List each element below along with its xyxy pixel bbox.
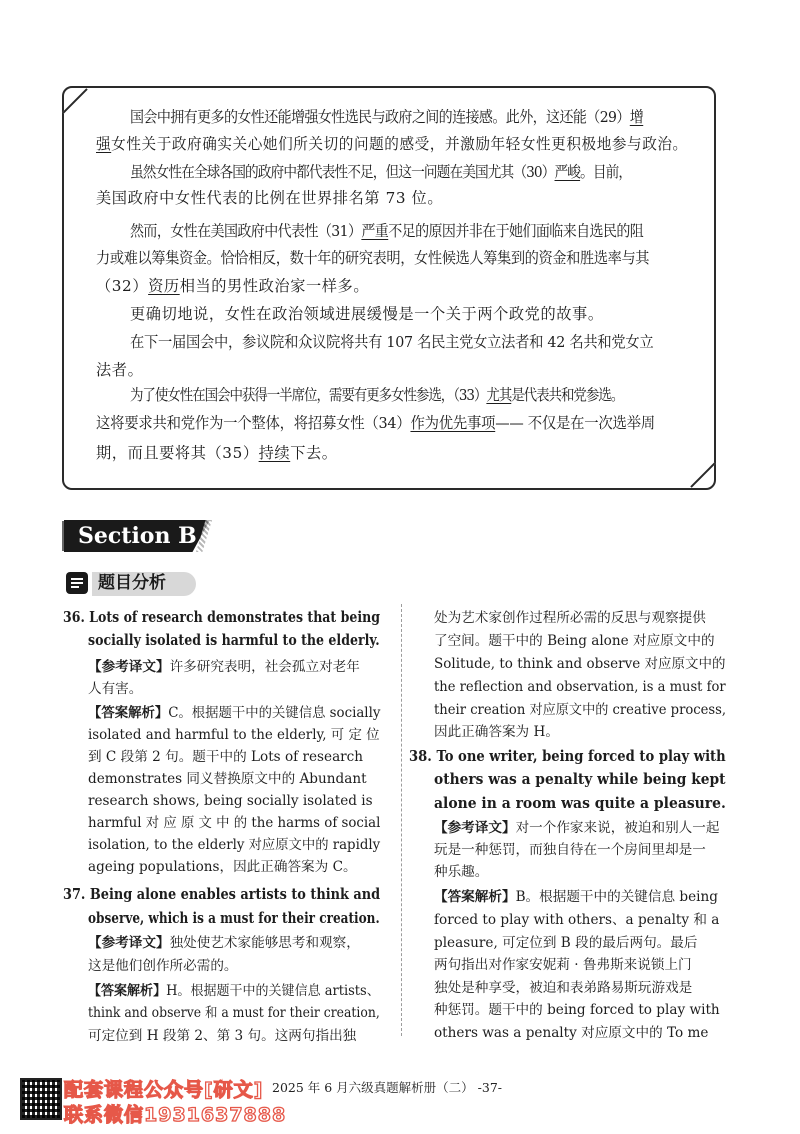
translation-segment: 更确切地说，女性在政治领域进展缓慢是一个关于两个政党的故事。 bbox=[130, 305, 604, 323]
translation-line bbox=[130, 107, 643, 127]
analysis-line: the reflection and observation, is a must for bbox=[434, 679, 726, 695]
box-corner-cut bbox=[62, 88, 87, 113]
answer-word: 持续 bbox=[258, 444, 291, 462]
answer-tag: 【参考译文】 bbox=[434, 820, 516, 836]
analysis-line: think and observe 和 a must for their creation, bbox=[88, 1005, 380, 1021]
analysis-line bbox=[88, 656, 360, 678]
analysis-line bbox=[88, 702, 380, 724]
translation-line bbox=[96, 360, 143, 380]
answer-text: 独处使艺术家能够思考和观察， bbox=[169, 935, 360, 951]
question-line: 37. Being alone enables artists to think and bbox=[63, 886, 381, 903]
analysis-line: Solitude, to think and observe 对应原文中的 bbox=[434, 656, 726, 672]
answer-tag: 【答案解析】 bbox=[434, 889, 516, 905]
answer-text: 许多研究表明，社会孤立对老年 bbox=[169, 659, 360, 675]
answer-text: 对一个作家来说，被迫和别人一起 bbox=[515, 820, 720, 836]
question-line: others was a penalty while being kept bbox=[434, 771, 726, 788]
translation-segment: 美国政府中女性代表的比例在世界排名第 73 位。 bbox=[96, 189, 444, 207]
translation-line bbox=[96, 248, 649, 268]
answer-word: 资历 bbox=[148, 277, 180, 295]
translation-segment: 在下一届国会中，参议院和众议院将共有 107 名民主党女立法者和 42 名共和党女立 bbox=[130, 333, 654, 351]
analysis-line: 独处是种享受，被迫和表弟路易斯玩游戏是 bbox=[434, 980, 693, 996]
answer-word: 尤其 bbox=[486, 386, 512, 404]
analysis-line: isolated and harmful to the elderly, 可 定 位 bbox=[88, 727, 380, 743]
watermark: 配套课程公众号[研文] bbox=[64, 1079, 264, 1101]
analysis-line: research shows, being socially isolated is bbox=[88, 793, 373, 809]
answer-word: 增 bbox=[629, 108, 644, 126]
translation-line bbox=[130, 304, 604, 324]
translation-segment: 国会中拥有更多的女性还能增强女性选民与政府之间的连接感。此外，这还能（29） bbox=[130, 108, 630, 126]
analysis-line: 种惩罚。题干中的 being forced to play with bbox=[434, 1002, 720, 1018]
analysis-line: pleasure, 可定位到 B 段的最后两句。最后 bbox=[434, 935, 698, 951]
translation-segment: 然而，女性在美国政府中代表性（31） bbox=[130, 222, 362, 240]
translation-line bbox=[130, 162, 631, 182]
answer-text: B。根据题干中的关键信息 being bbox=[515, 889, 718, 905]
answer-text: H。根据题干中的关键信息 artists、 bbox=[166, 983, 380, 999]
subsection-title: 题目分析 bbox=[98, 573, 166, 593]
answer-text: C。根据题干中的关键信息 socially bbox=[168, 705, 381, 721]
question-line: 38. To one writer, being forced to play with bbox=[409, 748, 726, 765]
translation-segment: —— 不仅是在一次选举周 bbox=[495, 414, 655, 432]
analysis-line: others was a penalty 对应原文中的 To me bbox=[434, 1025, 709, 1041]
analysis-line: 两句指出对作家安妮莉 · 鲁弗斯来说锁上门 bbox=[434, 957, 692, 973]
analysis-line: demonstrates 同义替换原文中的 Abundant bbox=[88, 771, 367, 787]
translation-segment: 为了使女性在国会中获得一半席位，需要有更多女性参选，（33） bbox=[130, 386, 487, 404]
page-footer: 2025 年 6 月六级真题解析册（二） -37- bbox=[272, 1080, 503, 1095]
answer-word: 作为优先事项 bbox=[410, 414, 496, 432]
watermark: 联系微信1931637888 bbox=[64, 1104, 287, 1126]
translation-segment: 下去。 bbox=[290, 444, 338, 462]
answer-word: 严峻 bbox=[554, 163, 581, 181]
translation-segment: 这将要求共和党作为一个整体，将招募女性（34） bbox=[96, 414, 411, 432]
analysis-line: harmful 对 应 原 文 中 的 the harms of social bbox=[88, 815, 381, 831]
analysis-line: 处为艺术家创作过程所必需的反思与观察提供 bbox=[434, 610, 706, 626]
analysis-line: their creation 对应原文中的 creative process, bbox=[434, 702, 727, 718]
analysis-line: 了空间。题干中的 Being alone 对应原文中的 bbox=[434, 633, 715, 649]
section-title: Section B bbox=[78, 523, 197, 549]
analysis-line: 可定位到 H 段第 2、第 3 句。这两句指出独 bbox=[88, 1028, 357, 1044]
translation-line bbox=[96, 276, 369, 296]
analysis-line: isolation, to the elderly 对应原文中的 rapidly bbox=[88, 837, 381, 853]
analysis-line: 到 C 段第 2 句。题干中的 Lots of research bbox=[88, 749, 364, 765]
qr-code-icon bbox=[20, 1078, 62, 1120]
document-icon bbox=[66, 572, 88, 594]
analysis-line bbox=[434, 817, 719, 839]
analysis-line: 因此正确答案为 H。 bbox=[434, 724, 559, 740]
question-line: socially isolated is harmful to the elderly. bbox=[88, 632, 380, 649]
translation-line bbox=[96, 413, 655, 433]
analysis-line bbox=[88, 932, 360, 954]
translation-line bbox=[96, 134, 688, 154]
translation-segment: 相当的男性政治家一样多。 bbox=[179, 277, 370, 295]
analysis-line bbox=[88, 980, 380, 1002]
translation-line bbox=[130, 332, 653, 352]
translation-segment: 女性关于政府确实关心她们所关切的问题的感受，并激励年轻女性更积极地参与政治。 bbox=[111, 135, 688, 153]
translation-segment: 力或难以筹集资金。恰恰相反，数十年的研究表明，女性候选人筹集到的资金和胜选率与其 bbox=[96, 249, 650, 267]
analysis-line: 人有害。 bbox=[88, 681, 143, 697]
analysis-line bbox=[434, 886, 718, 908]
box-corner-cut bbox=[690, 462, 715, 487]
column-divider bbox=[401, 604, 402, 1036]
answer-tag: 【答案解析】 bbox=[88, 705, 169, 721]
analysis-line: forced to play with others、a penalty 和 a bbox=[434, 912, 720, 928]
translation-line bbox=[130, 385, 623, 405]
analysis-line: ageing populations，因此正确答案为 C。 bbox=[88, 859, 357, 875]
translation-segment: 期，而且要将其（35） bbox=[96, 444, 259, 462]
analysis-line: 这是他们创作所必需的。 bbox=[88, 958, 238, 974]
translation-segment: 法者。 bbox=[96, 361, 144, 379]
translation-line bbox=[130, 221, 643, 241]
translation-segment: 不足的原因并非在于她们面临来自选民的阻 bbox=[388, 222, 644, 240]
answer-tag: 【参考译文】 bbox=[88, 659, 170, 675]
analysis-line: 种乐趣。 bbox=[434, 864, 489, 880]
answer-word: 强 bbox=[96, 135, 112, 153]
answer-word: 严重 bbox=[361, 222, 389, 240]
translation-line bbox=[96, 443, 338, 463]
translation-segment: （32） bbox=[96, 277, 149, 295]
question-line: observe, which is a must for their creation. bbox=[88, 910, 380, 927]
question-line: 36. Lots of research demonstrates that being bbox=[63, 609, 380, 626]
translation-segment: 是代表共和党参选。 bbox=[511, 386, 624, 404]
translation-segment: 。目前， bbox=[580, 163, 632, 181]
answer-tag: 【答案解析】 bbox=[88, 983, 167, 999]
analysis-line: 玩是一种惩罚，而独自待在一个房间里却是一 bbox=[434, 842, 706, 858]
translation-line bbox=[96, 188, 443, 208]
translation-segment: 虽然女性在全球各国的政府中都代表性不足，但这一问题在美国尤其（30） bbox=[130, 163, 555, 181]
answer-tag: 【参考译文】 bbox=[88, 935, 170, 951]
question-line: alone in a room was quite a pleasure. bbox=[434, 795, 726, 812]
